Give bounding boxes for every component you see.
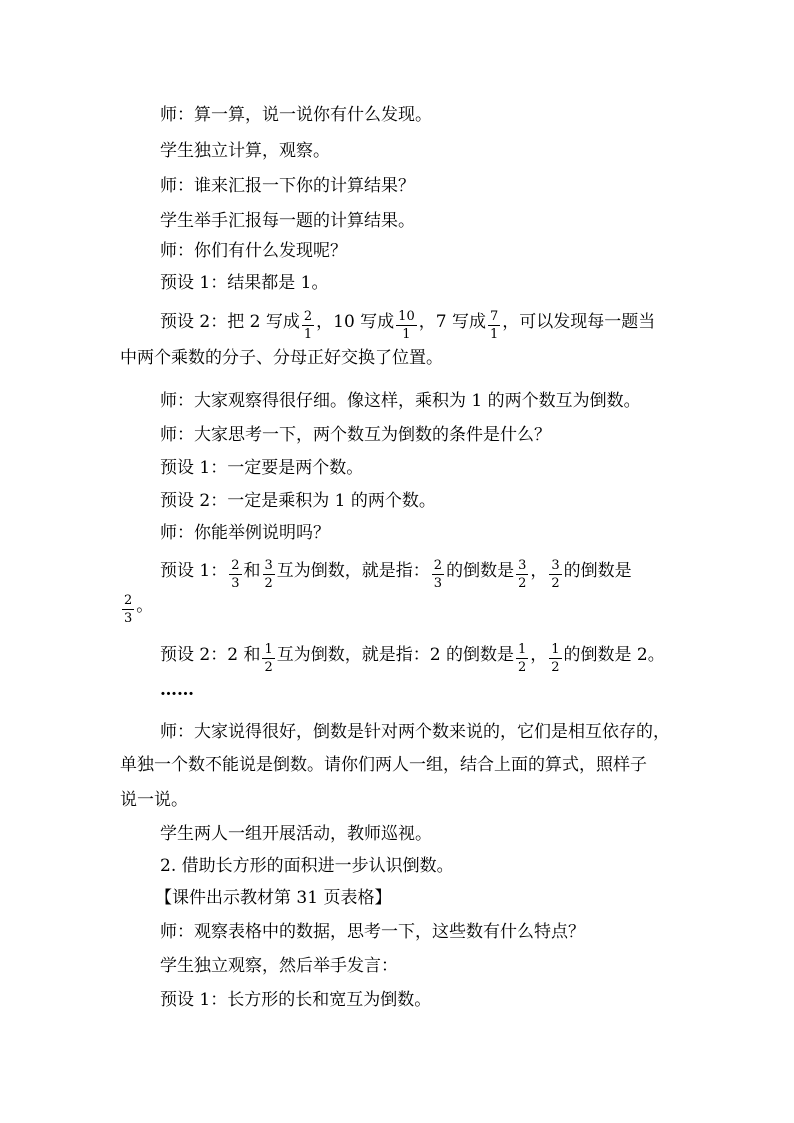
- numerator: 2: [433, 558, 443, 573]
- numerator: 7: [489, 309, 499, 324]
- paragraph-line: 说一说。: [120, 790, 188, 810]
- text-line: 师：算一算，说一说你有什么发现。: [160, 105, 432, 125]
- paragraph-line: 师：大家说得很好，倒数是针对两个数来说的，它们是相互依存的，: [160, 722, 670, 742]
- text-line: 学生独立计算，观察。: [160, 141, 330, 161]
- text-span: 预设 1：: [160, 561, 228, 581]
- numerator: 3: [518, 558, 527, 573]
- text-span: 的倒数是: [563, 561, 632, 581]
- text-span: ，10 写成: [316, 312, 395, 332]
- text-line-fractions: [160, 639, 665, 675]
- numerator: 3: [264, 558, 273, 573]
- denominator: 2: [264, 660, 273, 675]
- text-line: 【课件出示教材第 31 页表格】: [155, 888, 392, 908]
- text-span: ，: [530, 561, 548, 581]
- fraction: [396, 309, 417, 342]
- denominator: 3: [124, 611, 133, 626]
- numerator: 2: [231, 558, 240, 573]
- text-line: 学生举手汇报每一题的计算结果。: [160, 211, 415, 231]
- denominator: 2: [551, 576, 560, 591]
- text-line: 师：你能举例说明吗？: [160, 523, 330, 543]
- fraction: [549, 642, 561, 675]
- denominator: 2: [518, 576, 527, 591]
- text-span: 互为倒数，就是指：: [276, 561, 430, 581]
- text-span: 的倒数是 2。: [563, 645, 665, 665]
- numerator: 10: [398, 309, 415, 324]
- denominator: 2: [551, 660, 560, 675]
- text-line-fractions: [160, 555, 632, 591]
- numerator: 3: [551, 558, 560, 573]
- text-line: 师：谁来汇报一下你的计算结果？: [160, 176, 415, 196]
- fraction: [302, 309, 314, 342]
- text-line: 师：你们有什么发现呢？: [160, 241, 347, 261]
- fraction: [549, 558, 561, 591]
- text-line: 学生独立观察，然后举手发言：: [160, 956, 398, 976]
- text-span: 预设 2：2 和: [160, 645, 261, 665]
- fraction: [432, 558, 444, 591]
- denominator: 1: [489, 327, 499, 342]
- numerator: 2: [303, 309, 313, 324]
- text-span: 互为倒数，就是指：2 的倒数是: [276, 645, 514, 665]
- numerator: 2: [124, 593, 133, 608]
- numerator: 1: [551, 642, 560, 657]
- paragraph-line: 单独一个数不能说是倒数。请你们两人一组，结合上面的算式，照样子: [120, 755, 647, 775]
- text-span: ，可以发现每一题当: [502, 312, 656, 332]
- text-line: 师：大家思考一下，两个数互为倒数的条件是什么？: [160, 425, 551, 445]
- text-line: 预设 2：一定是乘积为 1 的两个数。: [160, 491, 436, 511]
- numerator: 1: [517, 642, 527, 657]
- fraction: [488, 309, 500, 342]
- fraction: [516, 558, 528, 591]
- denominator: 2: [517, 660, 527, 675]
- denominator: 3: [433, 576, 443, 591]
- text-line: 中两个乘数的分子、分母正好交换了位置。: [120, 348, 443, 368]
- text-line: 预设 1：长方形的长和宽互为倒数。: [160, 990, 432, 1010]
- text-line-fractions: [120, 590, 154, 626]
- ellipsis: ……: [160, 680, 194, 700]
- text-line: 师：观察表格中的数据，思考一下，这些数有什么特点？: [160, 922, 585, 942]
- text-span: ，: [530, 645, 548, 665]
- fraction: [516, 642, 528, 675]
- text-span: 预设 2：把 2 写成: [160, 312, 300, 332]
- denominator: 1: [303, 327, 313, 342]
- fraction: [263, 558, 275, 591]
- text-line: 预设 1：结果都是 1。: [160, 273, 329, 293]
- fraction: [262, 642, 274, 675]
- text-line-fractions: [160, 306, 656, 342]
- numerator: 1: [264, 642, 273, 657]
- text-span: 的倒数是: [446, 561, 515, 581]
- denominator: 3: [231, 576, 240, 591]
- fraction: [229, 558, 241, 591]
- text-span: 和: [243, 561, 261, 581]
- denominator: 2: [264, 576, 273, 591]
- text-line: 预设 1：一定要是两个数。: [160, 458, 364, 478]
- section-heading: 2. 借助长方形的面积进一步认识倒数。: [160, 856, 454, 876]
- text-line: 学生两人一组开展活动，教师巡视。: [160, 824, 432, 844]
- text-span: 。: [136, 596, 154, 616]
- text-span: ，7 写成: [418, 312, 486, 332]
- text-line: 师：大家观察得很仔细。像这样，乘积为 1 的两个数互为倒数。: [160, 391, 641, 411]
- fraction: [122, 593, 134, 626]
- denominator: 1: [402, 327, 411, 342]
